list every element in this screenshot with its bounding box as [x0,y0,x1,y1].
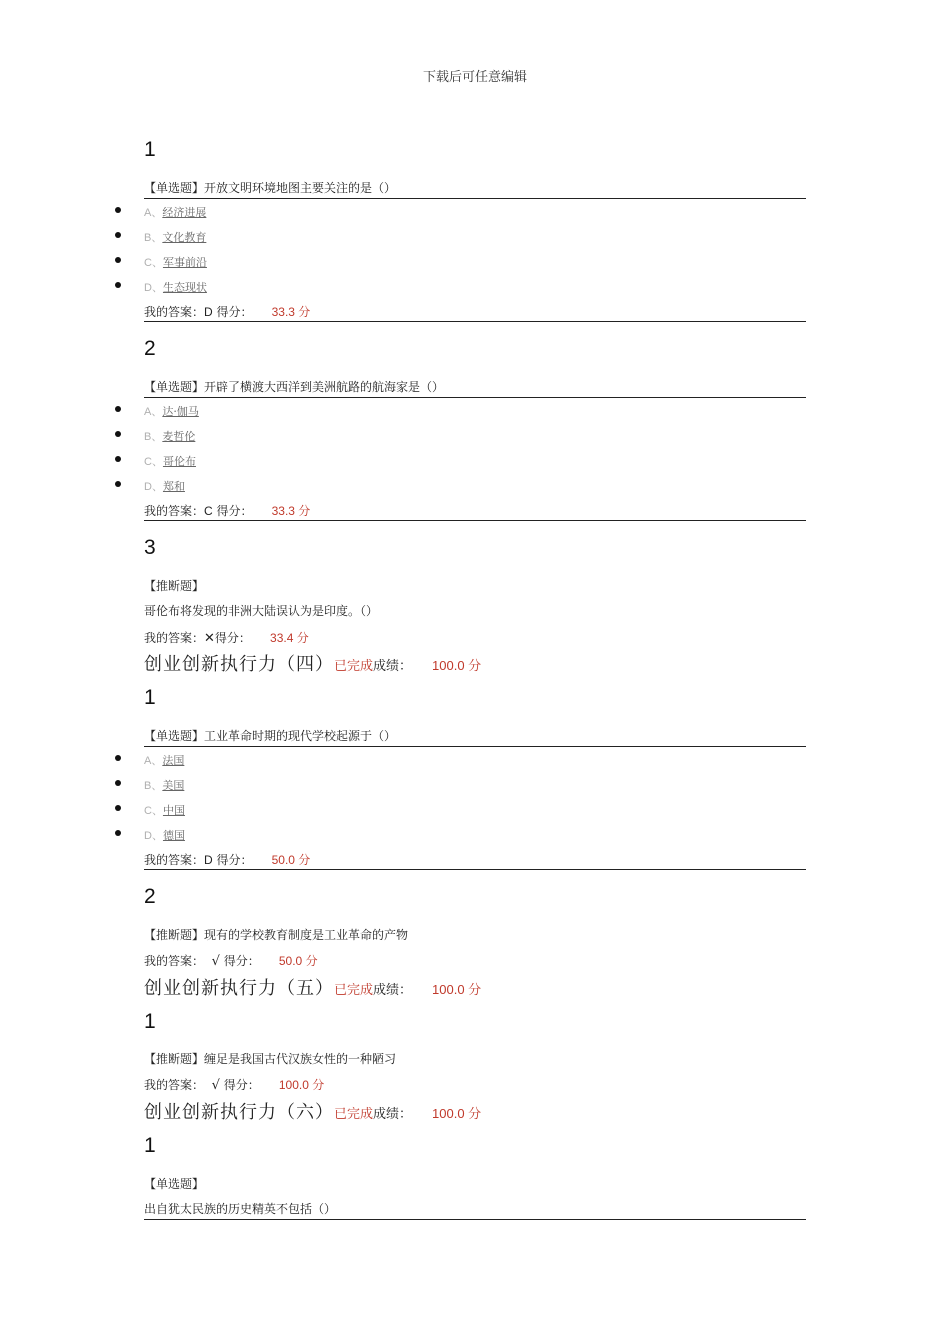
result-label: 成绩： [373,1107,413,1122]
option-c[interactable] [144,453,196,469]
my-answer [144,502,310,519]
question-number: 2 [144,885,156,908]
bullet-icon [115,257,121,263]
question-text: 【单选题】开辟了横渡大西洋到美洲航路的航海家是（） [144,380,445,394]
option-letter: D、 [144,282,163,294]
bullet-icon [115,805,121,811]
answer-label: 我的答案： [144,631,205,645]
option-text[interactable]: 文化教育 [162,231,207,244]
question-number: 1 [144,138,156,161]
option-letter: D、 [144,830,163,842]
answer-label: 我的答案： [144,504,205,518]
option-text[interactable]: 郑和 [162,480,185,493]
option-a[interactable] [144,204,206,220]
divider [144,869,806,870]
bullet-icon [115,406,121,412]
section-name: 创业创新执行力（五） [144,978,334,999]
page-header: 下载后可任意编辑 [422,70,527,85]
bullet-icon [115,456,121,462]
question-number: 1 [144,1010,156,1033]
answer-label: 我的答案： [144,1078,205,1092]
divider [144,321,806,322]
bullet-icon [115,481,121,487]
question-number: 1 [144,686,156,709]
score-value: 33.3 分 [271,504,311,518]
question-number: 1 [144,1134,156,1157]
answer-label: 我的答案： [144,954,205,968]
option-text[interactable]: 军事前沿 [162,256,207,269]
score-value: 33.3 分 [271,305,311,319]
question-type: 【单选题】 [144,1177,205,1191]
option-text[interactable]: 美国 [162,779,185,792]
question-text: 出自犹太民族的历史精英不包括（） [144,1202,337,1216]
score-value: 50.0 分 [278,954,318,968]
option-letter: B、 [144,780,163,792]
question-text: 哥伦布将发现的非洲大陆误认为是印度。（） [144,604,379,618]
option-letter: C、 [144,805,163,817]
question-text: 【推断题】缠足是我国古代汉族女性的一种陋习 [144,1052,397,1066]
result-label: 成绩： [373,659,413,674]
cross-icon: ✕ [204,631,215,646]
option-letter: A、 [144,406,163,418]
option-d[interactable] [144,827,185,843]
option-letter: A、 [144,207,163,219]
score-label: 得分： [216,305,253,319]
option-d[interactable] [144,279,207,295]
score-value: 100.0 分 [278,1078,325,1092]
score-label: 得分： [216,853,253,867]
question-type: 【推断题】 [144,579,205,593]
status-badge: 已完成 [334,1107,374,1122]
option-c[interactable] [144,254,207,270]
option-letter: C、 [144,456,163,468]
bullet-icon [115,431,121,437]
divider [144,1219,806,1220]
option-text[interactable]: 哥伦布 [162,455,196,468]
option-a[interactable] [144,752,184,768]
bullet-icon [115,780,121,786]
question-text: 【推断题】现有的学校教育制度是工业革命的产物 [144,928,409,942]
option-text[interactable]: 经济进展 [162,206,207,219]
divider [144,198,806,199]
my-answer [144,629,309,646]
option-text[interactable]: 麦哲伦 [162,430,196,443]
score-label: 得分： [216,504,253,518]
option-letter: B、 [144,431,163,443]
option-letter: B、 [144,232,163,244]
divider [144,520,806,521]
section-title [144,650,481,676]
answer-label: 我的答案： [144,305,205,319]
result-value: 100.0 分 [432,982,482,997]
result-label: 成绩： [373,983,413,998]
option-b[interactable] [144,777,184,793]
section-name: 创业创新执行力（四） [144,654,334,675]
question-number: 3 [144,536,156,559]
score-label: 得分： [214,631,251,645]
section-title [144,1098,481,1124]
section-name: 创业创新执行力（六） [144,1102,334,1123]
option-b[interactable] [144,229,206,245]
score-label: 得分： [223,1078,260,1092]
section-title [144,974,481,1000]
option-letter: C、 [144,257,163,269]
answer-value: C [204,504,213,518]
status-badge: 已完成 [334,983,374,998]
option-text[interactable]: 达·伽马 [162,405,199,418]
answer-value: D [204,305,213,319]
option-text[interactable]: 中国 [162,804,185,817]
result-value: 100.0 分 [432,1106,482,1121]
my-answer [144,851,310,868]
bullet-icon [115,755,121,761]
check-icon: √ [211,954,220,969]
my-answer [144,952,318,969]
option-text[interactable]: 生态现状 [162,281,207,294]
bullet-icon [115,282,121,288]
status-badge: 已完成 [334,659,374,674]
my-answer [144,1076,324,1093]
bullet-icon [115,830,121,836]
option-b[interactable] [144,428,195,444]
answer-label: 我的答案： [144,853,205,867]
option-d[interactable] [144,478,185,494]
check-icon: √ [211,1078,220,1093]
score-value: 50.0 分 [271,853,311,867]
score-label: 得分： [223,954,260,968]
option-text[interactable]: 法国 [162,754,185,767]
option-c[interactable] [144,802,185,818]
question-text: 【单选题】工业革命时期的现代学校起源于（） [144,729,397,743]
score-value: 33.4 分 [270,631,309,645]
answer-value: D [204,853,213,867]
bullet-icon [115,207,121,213]
bullet-icon [115,232,121,238]
option-letter: D、 [144,481,163,493]
option-letter: A、 [144,755,163,767]
my-answer [144,303,310,320]
divider [144,397,806,398]
question-number: 2 [144,337,156,360]
divider [144,746,806,747]
result-value: 100.0 分 [432,658,482,673]
option-text[interactable]: 德国 [162,829,185,842]
option-a[interactable] [144,403,199,419]
question-text: 【单选题】开放文明环境地图主要关注的是（） [144,181,397,195]
